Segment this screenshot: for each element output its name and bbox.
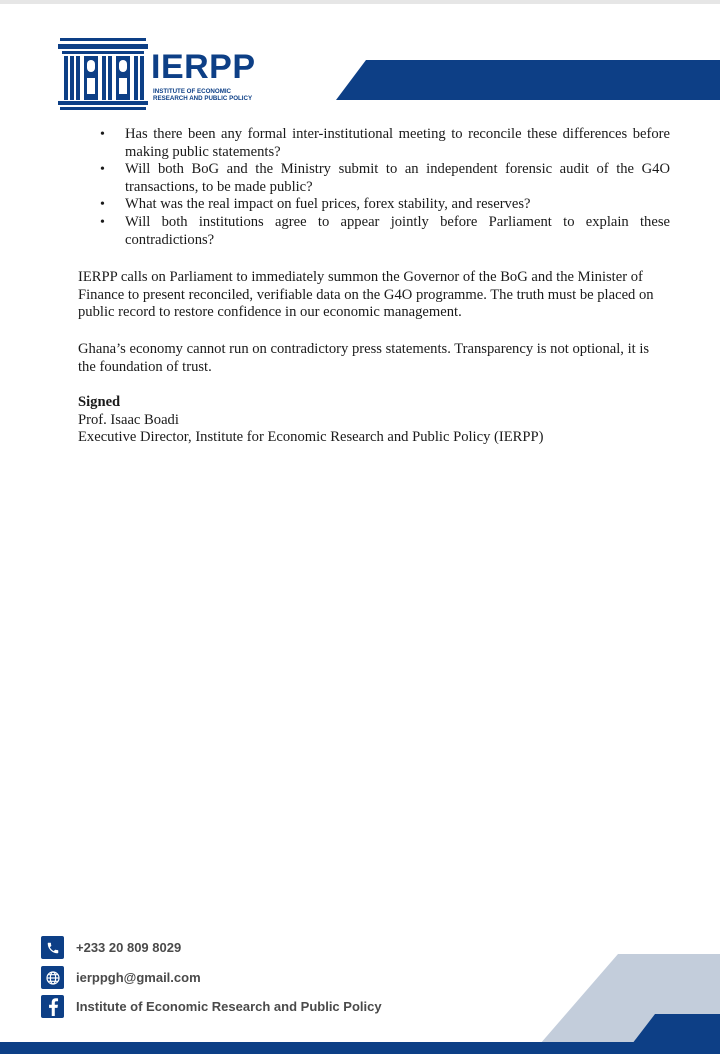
phone-icon <box>41 936 64 959</box>
closing-paragraph: Ghana’s economy cannot run on contradictory press statements. Transparency is not optional, it is the foundation of trust. <box>78 341 650 375</box>
question-list <box>102 126 670 249</box>
logo-subtitle-line-1: INSTITUTE OF ECONOMIC <box>153 88 232 95</box>
signatory-name: Prof. Isaac Boadi <box>78 411 179 428</box>
facebook-page-name[interactable]: Institute of Economic Research and Public Policy <box>76 999 382 1014</box>
header-accent-band <box>336 60 720 100</box>
facebook-icon <box>41 995 64 1018</box>
email-address[interactable]: ierppgh@gmail.com <box>76 970 201 985</box>
logo-subtitle <box>153 89 283 102</box>
list-item: • Will both BoG and the Ministry submit to an independent forensic audit of the G4O transactions, to be made public? <box>102 161 670 196</box>
footer-email <box>41 966 441 992</box>
list-item: • What was the real impact on fuel prices, forex stability, and reserves? <box>102 196 670 214</box>
footer-phone <box>41 936 441 962</box>
signature-block <box>78 394 678 447</box>
logo-subtitle-line-2: RESEARCH AND PUBLIC POLICY <box>153 94 253 102</box>
signatory-title: Executive Director, Institute for Economic Research and Public Policy (IERPP) <box>78 429 544 446</box>
globe-icon <box>41 966 64 989</box>
footer-facebook <box>41 995 441 1021</box>
institution-building-icon <box>58 38 148 112</box>
logo-wordmark: IERPP <box>151 48 256 86</box>
phone-number[interactable]: +233 20 809 8029 <box>76 940 182 955</box>
call-to-parliament-paragraph: IERPP calls on Parliament to immediately summon the Governor of the BoG and the Minister of Finance to present reconciled, verifiable data on the G4O programme. The truth must be placed on public record to restore confidence in our economic management. <box>78 269 654 321</box>
top-border <box>0 0 720 4</box>
signed-label: Signed <box>78 394 121 410</box>
list-item: • Has there been any formal inter-institutional meeting to reconcile these differences before making public statements? <box>102 126 670 161</box>
ierpp-logo <box>58 38 278 112</box>
list-item: • Will both institutions agree to appear jointly before Parliament to explain these contradictions? <box>102 214 670 249</box>
